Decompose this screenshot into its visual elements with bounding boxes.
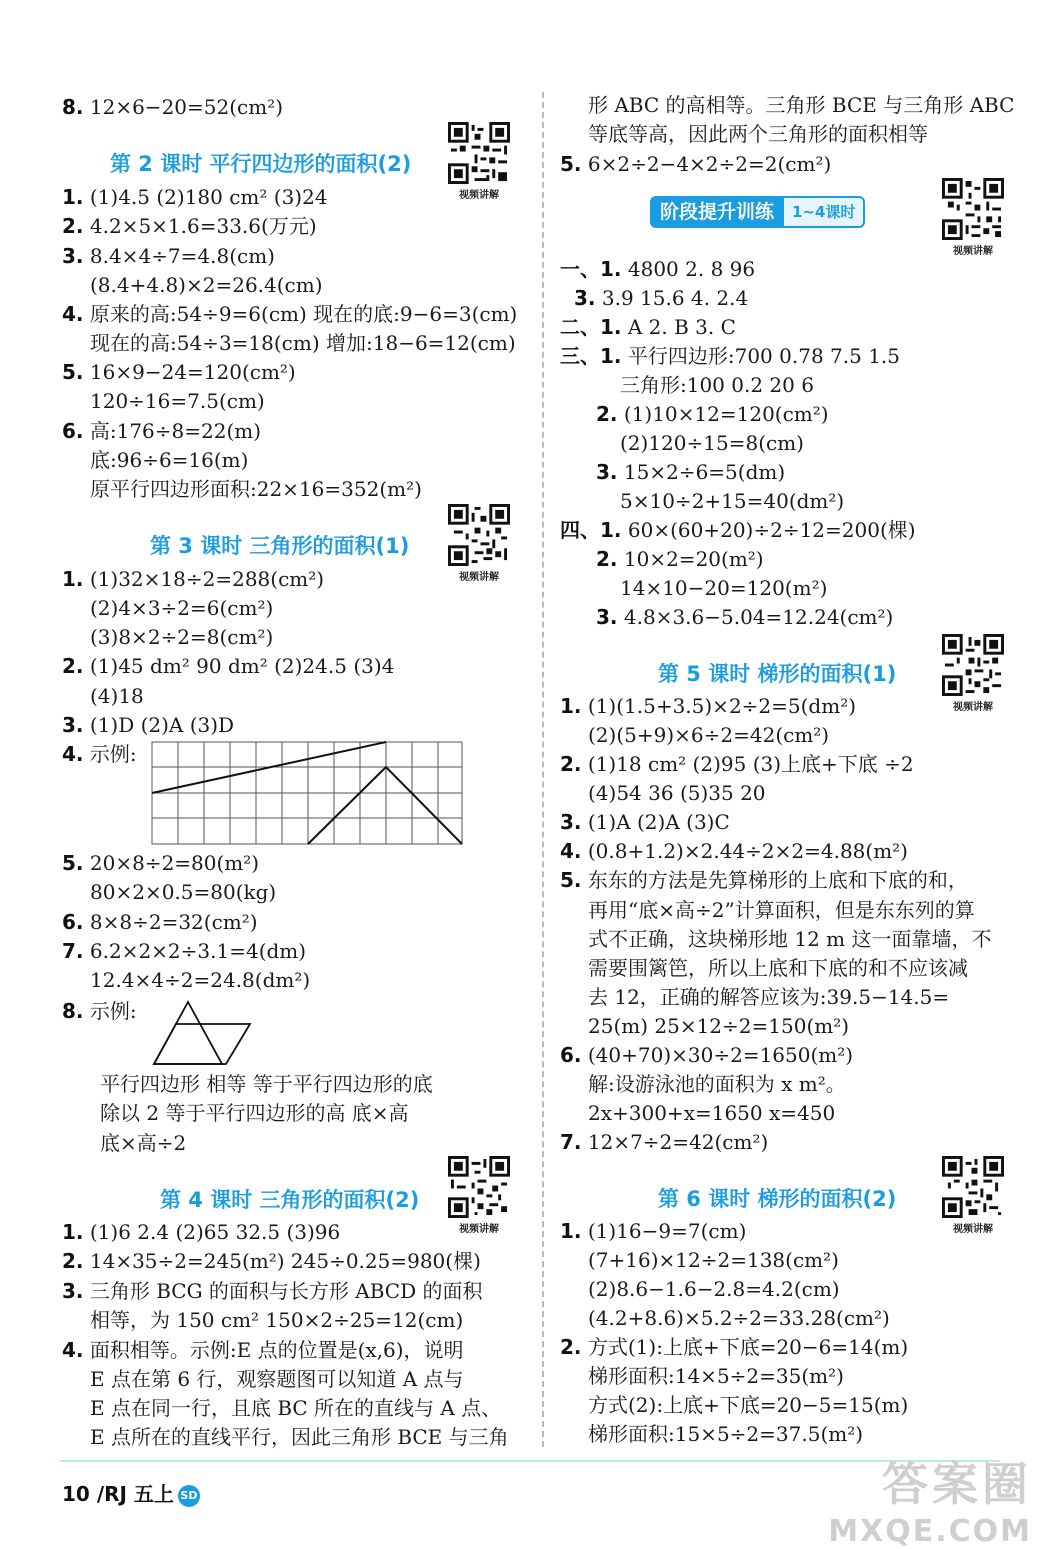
answer-text: 4.2×5×1.6=33.6(万元) [89, 214, 317, 238]
grid-figure [150, 740, 466, 848]
answer-text: (2)4×3÷2=6(cm²) [90, 596, 274, 620]
answer-text: 相等，为 150 cm² 150×2÷25=12(cm) [90, 1308, 464, 1332]
answer-text: 原平行四边形面积:22×16=352(m²) [90, 477, 422, 501]
edition-label: /RJ 五上 [96, 1482, 174, 1506]
qr-code-video[interactable] [940, 178, 1006, 257]
answer-text: (2)8.6−1.6−2.8=4.2(cm) [588, 1277, 840, 1301]
qr-code-icon [942, 178, 1004, 240]
answer-line [62, 94, 283, 120]
badge-subtitle: 1~4课时 [784, 196, 865, 228]
answer-text: 12×7÷2=42(cm²) [587, 1130, 769, 1154]
qr-code-icon [448, 504, 510, 566]
answer-text: (1)(1.5+3.5)×2÷2=5(dm²) [587, 694, 857, 718]
answer-text: 14×35÷2=245(m²) 245÷0.25=980(棵) [89, 1249, 481, 1273]
answer-text: 除以 2 等于平行四边形的高 底×高 [100, 1101, 409, 1125]
answer-text: 2x+300+x=1650 x=450 [588, 1101, 836, 1125]
answer-text: 需要围篱笆，所以上底和下底的和不应该减 [588, 956, 968, 980]
answer-text: 梯形面积:15×5÷2=37.5(m²) [588, 1422, 864, 1446]
answer-text: (1)A (2)A (3)C [587, 810, 730, 834]
answer-text: 面积相等。示例:E 点的位置是(x,6)，说明 [89, 1338, 464, 1362]
answer-text: 等底等高，因此两个三角形的面积相等 [588, 122, 928, 146]
answer-text: E 点在同一行，且底 BC 所在的直线与 A 点、 [90, 1396, 502, 1420]
qr-code-icon [942, 634, 1004, 696]
answer-text: (4)54 36 (5)35 20 [588, 781, 766, 805]
answer-text: (8.4+4.8)×2=26.4(cm) [90, 273, 323, 297]
answer-text: 4800 2. 8 96 [627, 257, 756, 281]
answer-text: 15×2÷6=5(dm) [623, 460, 786, 484]
answer-text: 现在的高:54÷3=18(cm) 增加:18−6=12(cm) [90, 331, 516, 355]
lesson-heading: 第 4 课时 三角形的面积(2) [160, 1188, 420, 1212]
qr-code-video[interactable] [446, 1156, 512, 1235]
watermark-url: MXQE.COM [828, 1514, 1032, 1549]
answer-text: 高:176÷8=22(m) [89, 419, 262, 443]
answer-text: 再用“底×高÷2”计算面积，但是东东列的算 [588, 898, 975, 922]
qr-code-video[interactable] [446, 504, 512, 583]
answer-text: (1)16−9=7(cm) [587, 1219, 747, 1243]
answer-text: A 2. B 3. C [627, 315, 736, 339]
answer-text: (1)45 dm² 90 dm² (2)24.5 (3)4 [89, 654, 395, 678]
watermark-text: 答案圈 [882, 1457, 1032, 1511]
qr-code-video[interactable] [940, 1156, 1006, 1235]
answer-text: 5×10÷2+15=40(dm²) [620, 489, 845, 513]
answer-text: 方式(2):上底+下底=20−5=15(m) [588, 1393, 909, 1417]
answer-text: 14×10−20=120(m²) [620, 576, 828, 600]
answer-text: 8×8÷2=32(cm²) [89, 910, 258, 934]
lesson-heading: 第 5 课时 梯形的面积(1) [658, 662, 897, 686]
answer-text: 式不正确，这块梯形地 12 m 这一面靠墙，不 [588, 927, 992, 951]
column-divider [542, 92, 544, 1447]
qr-code-video[interactable] [940, 634, 1006, 713]
answer-text: (3)8×2÷2=8(cm²) [90, 625, 274, 649]
answer-text: (2)120÷15=8(cm) [620, 431, 804, 455]
answer-text: 12×6−20=52(cm²) [89, 95, 284, 119]
qr-caption: 视频讲解 [953, 1224, 993, 1235]
triangle-parallelogram-figure [150, 998, 260, 1068]
answer-text: 示例: [89, 999, 137, 1023]
qr-code-icon [448, 1156, 510, 1218]
answer-text: 平行四边形 相等 等于平行四边形的底 [100, 1072, 433, 1096]
answer-text: (7+16)×12÷2=138(cm²) [588, 1248, 839, 1272]
lesson-heading: 第 3 课时 三角形的面积(1) [150, 534, 410, 558]
answer-text: (1)32×18÷2=288(cm²) [89, 567, 325, 591]
answer-text: (1)18 cm² (2)95 (3)上底+下底 ÷2 [587, 752, 914, 776]
lesson-heading: 第 6 课时 梯形的面积(2) [658, 1187, 897, 1211]
answer-text: E 点在第 6 行，观察题图可以知道 A 点与 [90, 1367, 464, 1391]
sd-badge: SD [178, 1485, 200, 1507]
answer-text: 平行四边形:700 0.78 7.5 1.5 [627, 344, 901, 368]
badge-title: 阶段提升训练 [650, 196, 784, 228]
answer-text: 方式(1):上底+下底=20−6=14(m) [587, 1335, 909, 1359]
answer-text: 60×(60+20)÷2÷12=200(棵) [627, 518, 916, 542]
answer-text: (1)4.5 (2)180 cm² (3)24 [89, 185, 328, 209]
answer-text: (40+70)×30÷2=1650(m²) [587, 1043, 854, 1067]
answer-text: 三角形:100 0.2 20 6 [620, 373, 814, 397]
answer-text: 120÷16=7.5(cm) [90, 389, 265, 413]
qr-caption: 视频讲解 [459, 572, 499, 583]
qr-code-video[interactable] [446, 122, 512, 201]
answer-text: 东东的方法是先算梯形的上底和下底的和， [587, 868, 968, 892]
qr-code-icon [942, 1156, 1004, 1218]
answer-text: 底×高÷2 [100, 1131, 187, 1155]
answer-text: (4.2+8.6)×5.2÷2=33.28(cm²) [588, 1306, 890, 1330]
answer-text: 4.8×3.6−5.04=12.24(cm²) [623, 605, 894, 629]
answer-text: 3.9 15.6 4. 2.4 [601, 286, 749, 310]
answer-text: (2)(5+9)×6÷2=42(cm²) [588, 723, 830, 747]
answer-text: 梯形面积:14×5÷2=35(m²) [588, 1364, 844, 1388]
answer-text: E 点所在的直线平行，因此三角形 BCE 与三角 [90, 1425, 509, 1449]
qr-caption: 视频讲解 [459, 1224, 499, 1235]
item-number: 8. [62, 95, 84, 119]
answer-text: 6×2÷2−4×2÷2=2(cm²) [587, 152, 832, 176]
page-number: 10 [62, 1482, 90, 1506]
answer-text: (0.8+1.2)×2.44÷2×2=4.88(m²) [587, 839, 908, 863]
answer-text: 10×2=20(m²) [623, 547, 764, 571]
qr-caption: 视频讲解 [459, 190, 499, 201]
answer-text: 示例: [89, 742, 137, 766]
qr-caption: 视频讲解 [953, 246, 993, 257]
answer-text: (1)6 2.4 (2)65 32.5 (3)96 [89, 1220, 341, 1244]
page-footer [62, 1478, 200, 1507]
watermark [828, 1448, 1032, 1549]
answer-text: 20×8÷2=80(m²) [89, 851, 260, 875]
answer-text: 6.2×2×2÷3.1=4(dm) [89, 939, 307, 963]
answer-text: (1)10×12=120(cm²) [623, 402, 829, 426]
answer-text: 形 ABC 的高相等。三角形 BCE 与三角形 ABC [588, 93, 1015, 117]
answer-text: 三角形 BCG 的面积与长方形 ABCD 的面积 [89, 1279, 483, 1303]
answer-text: 25(m) 25×12÷2=150(m²) [588, 1014, 850, 1038]
answer-text: 去 12，正确的解答应该为:39.5−14.5= [588, 985, 950, 1009]
answer-text: 解:设游泳池的面积为 x m²。 [588, 1072, 846, 1096]
stage-training-badge [650, 196, 865, 228]
qr-code-icon [448, 122, 510, 184]
answer-text: (4)18 [90, 684, 144, 708]
lesson-heading: 第 2 课时 平行四边形的面积(2) [110, 152, 412, 176]
qr-caption: 视频讲解 [953, 702, 993, 713]
answer-text: 16×9−24=120(cm²) [89, 360, 296, 384]
answer-text: 底:96÷6=16(m) [90, 448, 249, 472]
answer-text: 80×2×0.5=80(kg) [90, 880, 277, 904]
answer-text: (1)D (2)A (3)D [89, 713, 235, 737]
answer-text: 12.4×4÷2=24.8(dm²) [90, 968, 311, 992]
answer-text: 8.4×4÷7=4.8(cm) [89, 244, 275, 268]
answer-text: 原来的高:54÷9=6(cm) 现在的底:9−6=3(cm) [89, 302, 518, 326]
